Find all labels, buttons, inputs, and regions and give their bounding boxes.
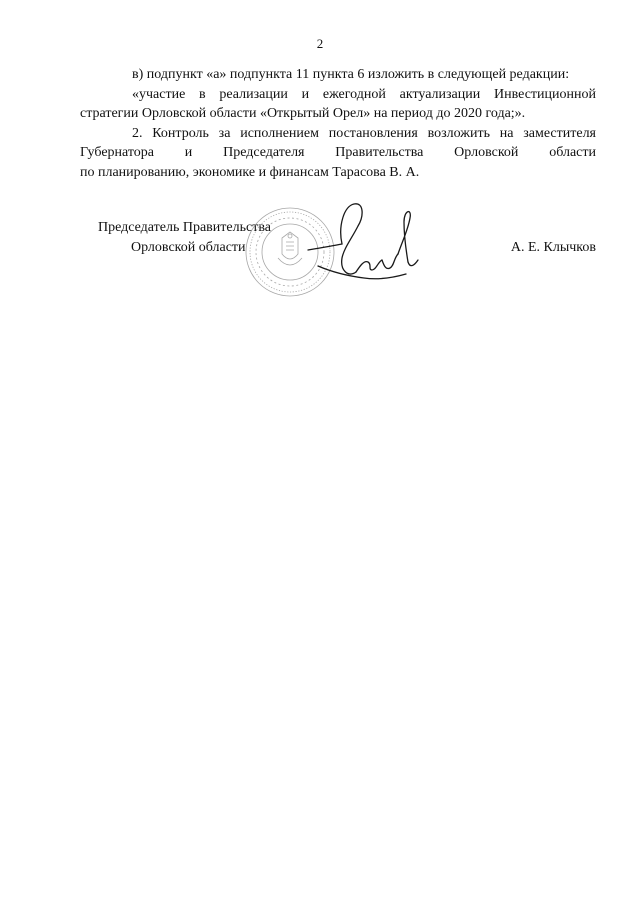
paragraph-control-line-3: по планированию, экономике и финансам Тарасова В. А. <box>80 164 420 180</box>
handwritten-signature-icon <box>298 196 428 296</box>
paragraph-quote: «участие в реализации и ежегодной актуализации Инвестиционной стратегии Орловской области «Открытый Орел» на период до 2020 года;». <box>80 86 596 121</box>
paragraph-control-line-1: 2. Контроль за исполнением постановления возложить на заместителя <box>132 125 596 141</box>
paragraph-subitem-v: в) подпункт «а» подпункта 11 пункта 6 изложить в следующей редакции: <box>132 67 570 82</box>
page-number: 2 <box>316 36 324 51</box>
paragraph-control-line-2: Губернатора и Председателя Правительства Орловской области <box>80 145 596 160</box>
document-body <box>80 65 596 182</box>
signature-block <box>0 220 640 310</box>
signer-title-line-2: Орловской области <box>131 240 246 255</box>
signer-title-line-1: Председатель Правительства <box>98 220 271 235</box>
signer-name: А. Е. Клычков <box>510 240 596 255</box>
